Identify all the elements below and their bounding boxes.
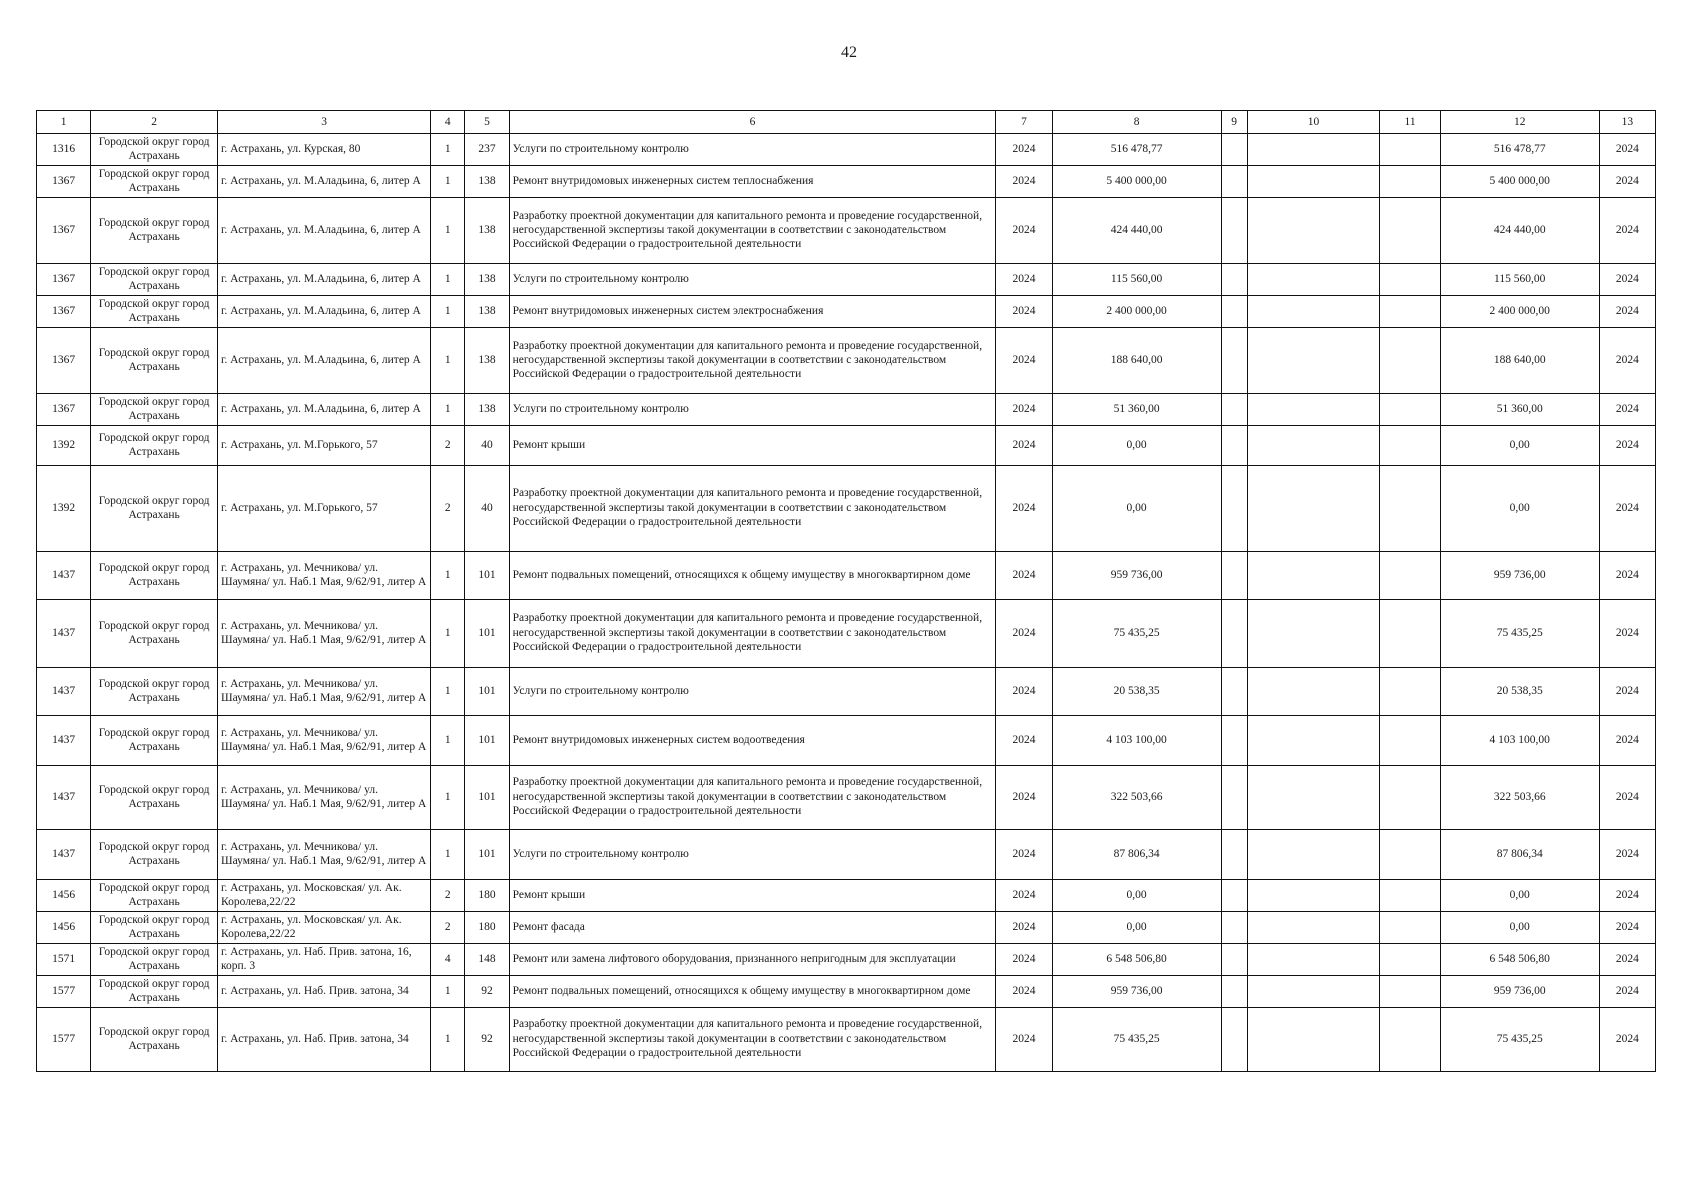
address: г. Астрахань, ул. М.Горького, 57 [218,465,431,551]
col-4-value: 1 [431,599,465,667]
address: г. Астрахань, ул. Курская, 80 [218,134,431,166]
work-type: Ремонт внутридомовых инженерных систем водоотведения [509,715,996,765]
col-5-value: 101 [465,715,509,765]
municipality: Городской округ город Астрахань [91,765,218,829]
municipality: Городской округ город Астрахань [91,551,218,599]
total-cost: 959 736,00 [1052,975,1221,1007]
table-row [37,829,1656,879]
total-cost: 959 736,00 [1052,551,1221,599]
work-type: Услуги по строительному контролю [509,393,996,425]
regional-fund-cost: 5 400 000,00 [1440,165,1599,197]
row-number: 1437 [37,551,91,599]
completion-year: 2024 [1599,715,1655,765]
work-type: Ремонт подвальных помещений, относящихся к общему имуществу в многоквартирном доме [509,975,996,1007]
col-4-value: 4 [431,943,465,975]
table-row [37,551,1656,599]
col-11-value [1380,393,1440,425]
col-11-value [1380,425,1440,465]
municipality: Городской округ город Астрахань [91,327,218,393]
work-type: Услуги по строительному контролю [509,134,996,166]
col-11-value [1380,197,1440,263]
total-cost: 0,00 [1052,911,1221,943]
column-header-9: 9 [1221,111,1247,134]
regional-fund-cost: 0,00 [1440,425,1599,465]
regional-fund-cost: 75 435,25 [1440,599,1599,667]
completion-year: 2024 [1599,765,1655,829]
col-9-value [1221,599,1247,667]
col-4-value: 1 [431,263,465,295]
table-row [37,879,1656,911]
table-row [37,715,1656,765]
year: 2024 [996,465,1052,551]
regional-fund-cost: 2 400 000,00 [1440,295,1599,327]
col-9-value [1221,295,1247,327]
col-10-value [1247,879,1380,911]
work-type: Услуги по строительному контролю [509,829,996,879]
regional-fund-cost: 959 736,00 [1440,551,1599,599]
completion-year: 2024 [1599,327,1655,393]
col-9-value [1221,879,1247,911]
col-11-value [1380,551,1440,599]
col-9-value [1221,715,1247,765]
column-number-row [37,111,1656,134]
completion-year: 2024 [1599,829,1655,879]
completion-year: 2024 [1599,425,1655,465]
col-4-value: 1 [431,327,465,393]
work-type: Услуги по строительному контролю [509,667,996,715]
col-10-value [1247,829,1380,879]
regional-fund-cost: 87 806,34 [1440,829,1599,879]
col-4-value: 1 [431,551,465,599]
address: г. Астрахань, ул. М.Горького, 57 [218,425,431,465]
col-10-value [1247,465,1380,551]
col-10-value [1247,425,1380,465]
total-cost: 75 435,25 [1052,599,1221,667]
col-4-value: 1 [431,393,465,425]
year: 2024 [996,829,1052,879]
col-11-value [1380,715,1440,765]
address: г. Астрахань, ул. М.Аладьина, 6, литер А [218,197,431,263]
completion-year: 2024 [1599,599,1655,667]
address: г. Астрахань, ул. М.Аладьина, 6, литер А [218,327,431,393]
row-number: 1367 [37,263,91,295]
col-5-value: 101 [465,599,509,667]
address: г. Астрахань, ул. Мечникова/ ул. Шаумяна/ ул. Наб.1 Мая, 9/62/91, литер А [218,765,431,829]
row-number: 1367 [37,165,91,197]
regional-fund-cost: 0,00 [1440,465,1599,551]
table-row [37,263,1656,295]
col-5-value: 138 [465,263,509,295]
year: 2024 [996,197,1052,263]
regional-fund-cost: 322 503,66 [1440,765,1599,829]
col-11-value [1380,667,1440,715]
column-header-2: 2 [91,111,218,134]
col-4-value: 1 [431,197,465,263]
regional-fund-cost: 4 103 100,00 [1440,715,1599,765]
completion-year: 2024 [1599,943,1655,975]
work-type: Ремонт фасада [509,911,996,943]
municipality: Городской округ город Астрахань [91,667,218,715]
column-header-10: 10 [1247,111,1380,134]
col-11-value [1380,765,1440,829]
col-11-value [1380,879,1440,911]
col-5-value: 148 [465,943,509,975]
year: 2024 [996,975,1052,1007]
column-header-3: 3 [218,111,431,134]
year: 2024 [996,263,1052,295]
regional-fund-cost: 6 548 506,80 [1440,943,1599,975]
col-11-value [1380,295,1440,327]
col-5-value: 138 [465,393,509,425]
col-11-value [1380,1007,1440,1071]
municipality: Городской округ город Астрахань [91,263,218,295]
table-row [37,393,1656,425]
year: 2024 [996,911,1052,943]
col-10-value [1247,263,1380,295]
year: 2024 [996,765,1052,829]
column-header-8: 8 [1052,111,1221,134]
row-number: 1437 [37,829,91,879]
municipality: Городской округ город Астрахань [91,975,218,1007]
col-5-value: 180 [465,879,509,911]
col-5-value: 138 [465,327,509,393]
total-cost: 20 538,35 [1052,667,1221,715]
regional-fund-cost: 0,00 [1440,911,1599,943]
col-9-value [1221,393,1247,425]
table-row [37,134,1656,166]
address: г. Астрахань, ул. Мечникова/ ул. Шаумяна/ ул. Наб.1 Мая, 9/62/91, литер А [218,599,431,667]
year: 2024 [996,134,1052,166]
col-11-value [1380,165,1440,197]
municipality: Городской округ город Астрахань [91,879,218,911]
regional-fund-cost: 75 435,25 [1440,1007,1599,1071]
municipality: Городской округ город Астрахань [91,911,218,943]
total-cost: 0,00 [1052,879,1221,911]
col-9-value [1221,263,1247,295]
col-5-value: 92 [465,1007,509,1071]
col-4-value: 2 [431,425,465,465]
col-10-value [1247,295,1380,327]
col-5-value: 101 [465,667,509,715]
year: 2024 [996,943,1052,975]
total-cost: 75 435,25 [1052,1007,1221,1071]
completion-year: 2024 [1599,911,1655,943]
table-row [37,197,1656,263]
year: 2024 [996,667,1052,715]
completion-year: 2024 [1599,165,1655,197]
table-row [37,1007,1656,1071]
completion-year: 2024 [1599,263,1655,295]
work-type: Разработку проектной документации для капитального ремонта и проведение государственной, негосударственной экспертизы такой документации в соответствии с законодательством Российской Федерации о градостроительной деятельности [509,327,996,393]
address: г. Астрахань, ул. Мечникова/ ул. Шаумяна/ ул. Наб.1 Мая, 9/62/91, литер А [218,551,431,599]
address: г. Астрахань, ул. М.Аладьина, 6, литер А [218,295,431,327]
col-9-value [1221,327,1247,393]
row-number: 1437 [37,599,91,667]
table-row [37,765,1656,829]
col-11-value [1380,599,1440,667]
municipality: Городской округ город Астрахань [91,715,218,765]
completion-year: 2024 [1599,295,1655,327]
table-body [37,134,1656,1072]
col-5-value: 101 [465,829,509,879]
work-type: Разработку проектной документации для капитального ремонта и проведение государственной, негосударственной экспертизы такой документации в соответствии с законодательством Российской Федерации о градостроительной деятельности [509,465,996,551]
col-4-value: 1 [431,1007,465,1071]
completion-year: 2024 [1599,393,1655,425]
col-10-value [1247,765,1380,829]
address: г. Астрахань, ул. Мечникова/ ул. Шаумяна/ ул. Наб.1 Мая, 9/62/91, литер А [218,667,431,715]
municipality: Городской округ город Астрахань [91,1007,218,1071]
page-number: 42 [841,44,857,61]
total-cost: 424 440,00 [1052,197,1221,263]
address: г. Астрахань, ул. Наб. Прив. затона, 34 [218,1007,431,1071]
row-number: 1367 [37,393,91,425]
regional-fund-cost: 424 440,00 [1440,197,1599,263]
work-type: Ремонт или замена лифтового оборудования, признанного непригодным для эксплуатации [509,943,996,975]
address: г. Астрахань, ул. Наб. Прив. затона, 16, корп. 3 [218,943,431,975]
col-11-value [1380,911,1440,943]
municipality: Городской округ город Астрахань [91,134,218,166]
table-row [37,327,1656,393]
row-number: 1456 [37,911,91,943]
total-cost: 6 548 506,80 [1052,943,1221,975]
col-10-value [1247,134,1380,166]
municipality: Городской округ город Астрахань [91,425,218,465]
col-4-value: 1 [431,295,465,327]
row-number: 1367 [37,197,91,263]
completion-year: 2024 [1599,197,1655,263]
total-cost: 516 478,77 [1052,134,1221,166]
year: 2024 [996,551,1052,599]
work-type: Разработку проектной документации для капитального ремонта и проведение государственной, негосударственной экспертизы такой документации в соответствии с законодательством Российской Федерации о градостроительной деятельности [509,1007,996,1071]
col-5-value: 237 [465,134,509,166]
address: г. Астрахань, ул. Наб. Прив. затона, 34 [218,975,431,1007]
work-type: Разработку проектной документации для капитального ремонта и проведение государственной, негосударственной экспертизы такой документации в соответствии с законодательством Российской Федерации о градостроительной деятельности [509,599,996,667]
year: 2024 [996,165,1052,197]
total-cost: 5 400 000,00 [1052,165,1221,197]
col-10-value [1247,943,1380,975]
work-type: Услуги по строительному контролю [509,263,996,295]
col-11-value [1380,829,1440,879]
completion-year: 2024 [1599,1007,1655,1071]
table-row [37,465,1656,551]
table-row [37,425,1656,465]
col-4-value: 1 [431,165,465,197]
year: 2024 [996,715,1052,765]
table-row [37,943,1656,975]
col-9-value [1221,975,1247,1007]
col-11-value [1380,943,1440,975]
row-number: 1577 [37,975,91,1007]
table-row [37,975,1656,1007]
col-10-value [1247,975,1380,1007]
table-row [37,911,1656,943]
column-header-4: 4 [431,111,465,134]
column-header-7: 7 [996,111,1052,134]
col-10-value [1247,327,1380,393]
col-4-value: 1 [431,829,465,879]
col-9-value [1221,667,1247,715]
col-9-value [1221,1007,1247,1071]
completion-year: 2024 [1599,975,1655,1007]
total-cost: 4 103 100,00 [1052,715,1221,765]
repair-plan-table [36,110,1656,1072]
table-row [37,165,1656,197]
total-cost: 188 640,00 [1052,327,1221,393]
col-9-value [1221,465,1247,551]
col-10-value [1247,715,1380,765]
row-number: 1571 [37,943,91,975]
municipality: Городской округ город Астрахань [91,393,218,425]
col-5-value: 180 [465,911,509,943]
col-10-value [1247,551,1380,599]
col-10-value [1247,197,1380,263]
total-cost: 0,00 [1052,465,1221,551]
row-number: 1577 [37,1007,91,1071]
table-row [37,667,1656,715]
municipality: Городской округ город Астрахань [91,943,218,975]
year: 2024 [996,879,1052,911]
col-5-value: 101 [465,551,509,599]
col-11-value [1380,975,1440,1007]
col-10-value [1247,1007,1380,1071]
row-number: 1367 [37,295,91,327]
col-11-value [1380,327,1440,393]
col-9-value [1221,197,1247,263]
table-row [37,599,1656,667]
table-row [37,295,1656,327]
col-4-value: 1 [431,667,465,715]
work-type: Ремонт подвальных помещений, относящихся к общему имуществу в многоквартирном доме [509,551,996,599]
col-4-value: 1 [431,715,465,765]
year: 2024 [996,425,1052,465]
column-header-13: 13 [1599,111,1655,134]
column-header-5: 5 [465,111,509,134]
column-header-6: 6 [509,111,996,134]
row-number: 1437 [37,667,91,715]
municipality: Городской округ город Астрахань [91,599,218,667]
regional-fund-cost: 20 538,35 [1440,667,1599,715]
completion-year: 2024 [1599,134,1655,166]
address: г. Астрахань, ул. Московская/ ул. Ак. Королева,22/22 [218,879,431,911]
col-5-value: 138 [465,295,509,327]
col-10-value [1247,667,1380,715]
year: 2024 [996,599,1052,667]
col-4-value: 2 [431,465,465,551]
col-10-value [1247,393,1380,425]
col-4-value: 1 [431,134,465,166]
year: 2024 [996,393,1052,425]
col-10-value [1247,911,1380,943]
year: 2024 [996,327,1052,393]
address: г. Астрахань, ул. М.Аладьина, 6, литер А [218,393,431,425]
col-5-value: 101 [465,765,509,829]
work-type: Ремонт внутридомовых инженерных систем электроснабжения [509,295,996,327]
col-5-value: 138 [465,197,509,263]
col-10-value [1247,599,1380,667]
regional-fund-cost: 0,00 [1440,879,1599,911]
row-number: 1316 [37,134,91,166]
col-5-value: 92 [465,975,509,1007]
col-9-value [1221,551,1247,599]
regional-fund-cost: 959 736,00 [1440,975,1599,1007]
total-cost: 0,00 [1052,425,1221,465]
col-10-value [1247,165,1380,197]
col-4-value: 2 [431,879,465,911]
column-header-12: 12 [1440,111,1599,134]
completion-year: 2024 [1599,667,1655,715]
address: г. Астрахань, ул. М.Аладьина, 6, литер А [218,165,431,197]
work-type: Разработку проектной документации для капитального ремонта и проведение государственной, негосударственной экспертизы такой документации в соответствии с законодательством Российской Федерации о градостроительной деятельности [509,765,996,829]
col-5-value: 138 [465,165,509,197]
col-9-value [1221,911,1247,943]
total-cost: 115 560,00 [1052,263,1221,295]
row-number: 1392 [37,425,91,465]
column-header-11: 11 [1380,111,1440,134]
completion-year: 2024 [1599,879,1655,911]
municipality: Городской округ город Астрахань [91,829,218,879]
column-header-1: 1 [37,111,91,134]
completion-year: 2024 [1599,551,1655,599]
regional-fund-cost: 516 478,77 [1440,134,1599,166]
col-11-value [1380,263,1440,295]
col-4-value: 1 [431,765,465,829]
municipality: Городской округ город Астрахань [91,465,218,551]
address: г. Астрахань, ул. Московская/ ул. Ак. Королева,22/22 [218,911,431,943]
municipality: Городской округ город Астрахань [91,165,218,197]
regional-fund-cost: 115 560,00 [1440,263,1599,295]
col-4-value: 2 [431,911,465,943]
address: г. Астрахань, ул. М.Аладьина, 6, литер А [218,263,431,295]
col-5-value: 40 [465,465,509,551]
row-number: 1437 [37,765,91,829]
col-5-value: 40 [465,425,509,465]
municipality: Городской округ город Астрахань [91,197,218,263]
col-9-value [1221,829,1247,879]
work-type: Ремонт внутридомовых инженерных систем теплоснабжения [509,165,996,197]
municipality: Городской округ город Астрахань [91,295,218,327]
work-type: Ремонт крыши [509,425,996,465]
row-number: 1437 [37,715,91,765]
col-9-value [1221,425,1247,465]
row-number: 1456 [37,879,91,911]
work-type: Разработку проектной документации для капитального ремонта и проведение государственной, негосударственной экспертизы такой документации в соответствии с законодательством Российской Федерации о градостроительной деятельности [509,197,996,263]
col-9-value [1221,134,1247,166]
address: г. Астрахань, ул. Мечникова/ ул. Шаумяна/ ул. Наб.1 Мая, 9/62/91, литер А [218,829,431,879]
completion-year: 2024 [1599,465,1655,551]
col-9-value [1221,943,1247,975]
row-number: 1367 [37,327,91,393]
regional-fund-cost: 188 640,00 [1440,327,1599,393]
col-9-value [1221,165,1247,197]
total-cost: 322 503,66 [1052,765,1221,829]
regional-fund-cost: 51 360,00 [1440,393,1599,425]
col-9-value [1221,765,1247,829]
col-11-value [1380,465,1440,551]
col-11-value [1380,134,1440,166]
total-cost: 87 806,34 [1052,829,1221,879]
col-4-value: 1 [431,975,465,1007]
year: 2024 [996,295,1052,327]
total-cost: 2 400 000,00 [1052,295,1221,327]
address: г. Астрахань, ул. Мечникова/ ул. Шаумяна/ ул. Наб.1 Мая, 9/62/91, литер А [218,715,431,765]
row-number: 1392 [37,465,91,551]
total-cost: 51 360,00 [1052,393,1221,425]
year: 2024 [996,1007,1052,1071]
work-type: Ремонт крыши [509,879,996,911]
